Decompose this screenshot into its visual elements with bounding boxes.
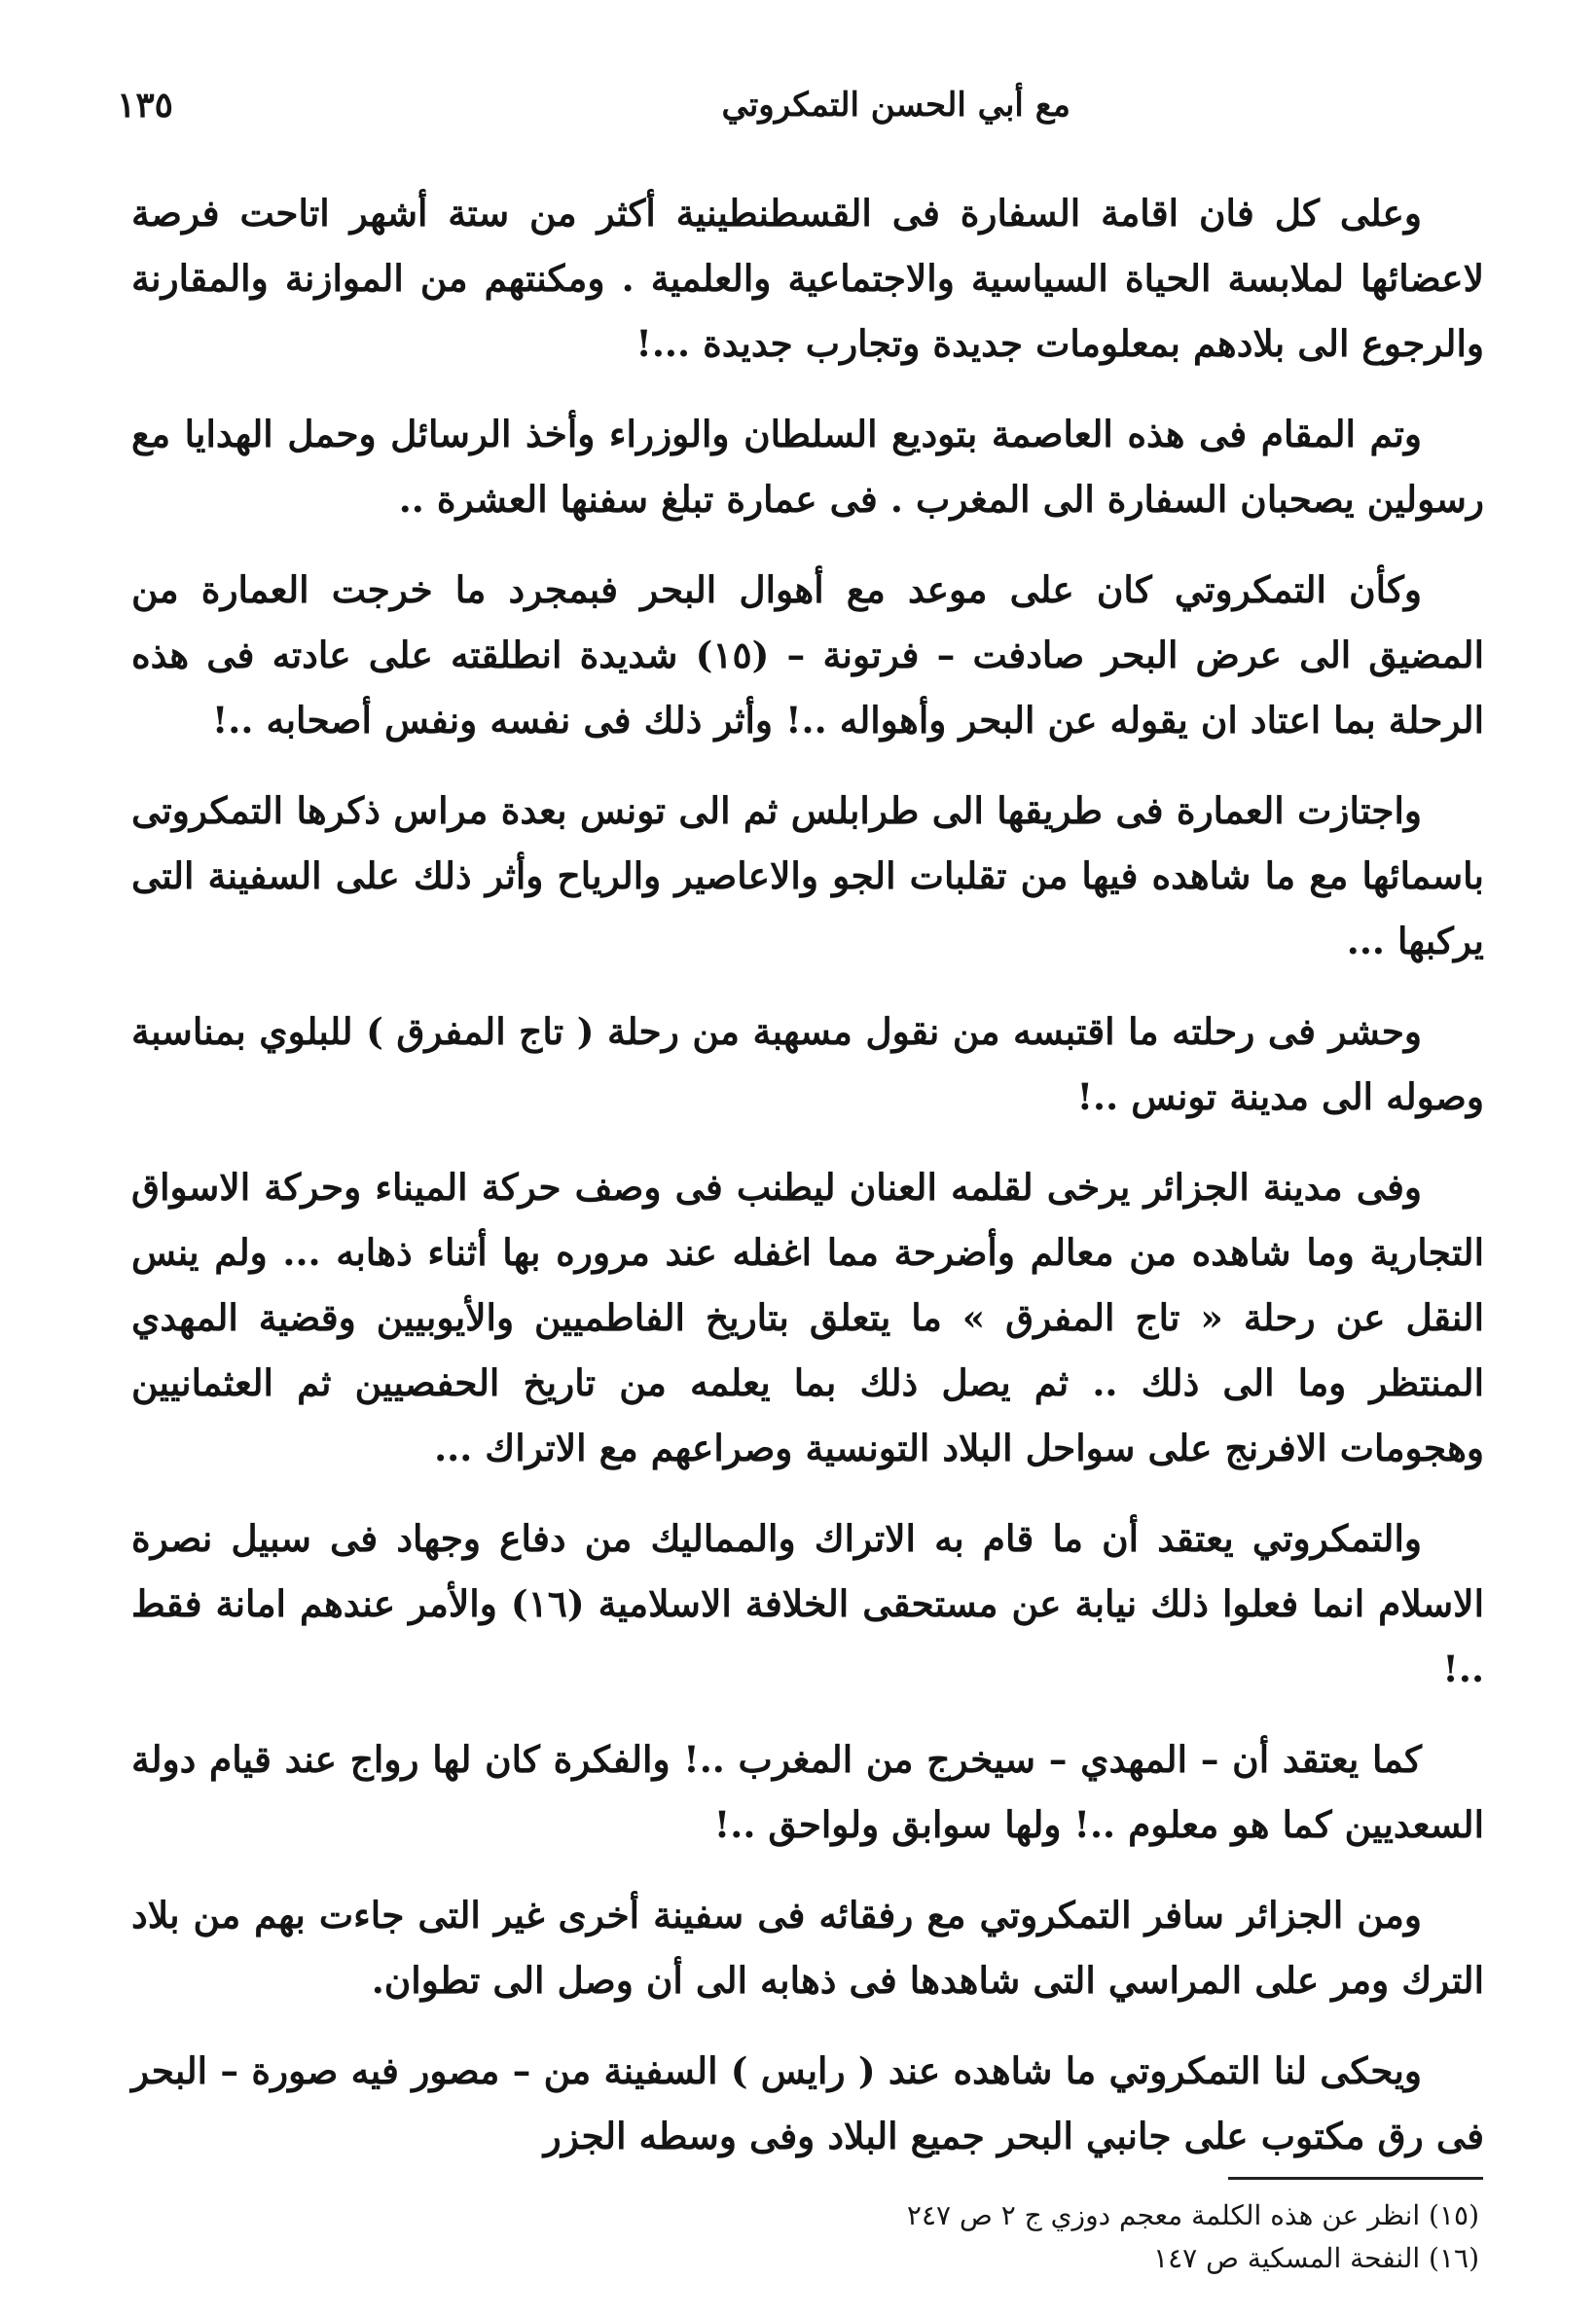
paragraph: واجتازت العمارة فى طريقها الى طرابلس ثم الى تونس بعدة مراس ذكرها التمكروتى باسمائها مع ما شاهده فيها من تقلبات الجو والاعاصير والرياح وأثر ذلك على السفينة التى يركبها ... [131, 789, 1484, 962]
paragraph: كما يعتقد أن – المهدي – سيخرج من المغرب ..! والفكرة كان لها رواج عند قيام دولة السعديين كما هو معلوم ..! ولها سوابق ولواحق ..! [131, 1738, 1484, 1846]
paragraph: وكأن التمكروتي كان على موعد مع أهوال البحر فبمجرد ما خرجت العمارة من المضيق الى عرض البحر صادفت – فرتونة – (١٥) شديدة انطلقته على عادته فى هذه الرحلة بما اعتاد ان يقوله عن البحر وأهواله ..! وأثر ذلك فى نفسه ونفس أصحابه ..! [131, 568, 1484, 742]
footnote: (١٥) انظر عن هذه الكلمة معجم دوزي ج ٢ ص ٢٤٧ [906, 2199, 1479, 2231]
paragraph: وتم المقام فى هذه العاصمة بتوديع السلطان والوزراء وأخذ الرسائل وحمل الهدايا مع رسولين يصحبان السفارة الى المغرب . فى عمارة تبلغ سفنها العشرة .. [131, 413, 1484, 521]
paragraph: وفى مدينة الجزائر يرخى لقلمه العنان ليطنب فى وصف حركة الميناء وحركة الاسواق التجارية وما شاهده من معالم وأضرحة مما اغفله عند مروره بها أثناء ذهابه ... ولم ينس النقل عن رحلة « تاج المفرق » ما يتعلق بتاريخ الفاطميين والأيوبيين وقضية المهدي المنتظر وما الى ذلك .. ثم يصل ذلك بما يعلمه من تاريخ الحفصيين ثم العثمانيين وهجومات الافرنج على سواحل البلاد التونسية وصراعهم مع الاتراك ... [131, 1166, 1484, 1469]
paragraph: ومن الجزائر سافر التمكروتي مع رفقائه فى سفينة أخرى غير التى جاءت بهم من بلاد الترك ومر على المراسي التى شاهدها فى ذهابه الى أن وصل الى تطوان. [131, 1894, 1484, 2002]
page-number: ١٣٥ [117, 85, 174, 126]
footnote-divider [1228, 2177, 1483, 2180]
footnotes [389, 2194, 1479, 2280]
running-title: مع أبي الحسن التمكروتي [721, 86, 1070, 125]
footnote: (١٦) النفحة المسكية ص ١٤٧ [1153, 2242, 1479, 2274]
body-text [131, 181, 1484, 2194]
paragraph: ويحكى لنا التمكروتي ما شاهده عند ( رايس ) السفينة من – مصور فيه صورة – البحر فى رق مكتوب على جانبي البحر جميع البلاد وفى وسطه الجزر [131, 2049, 1484, 2157]
paragraph: والتمكروتي يعتقد أن ما قام به الاتراك والمماليك من دفاع وجهاد فى سبيل نصرة الاسلام انما فعلوا ذلك نيابة عن مستحقى الخلافة الاسلامية (١٦) والأمر عندهم امانة فقط ..! [131, 1517, 1484, 1690]
page-header [117, 76, 1479, 134]
paragraph: وحشر فى رحلته ما اقتبسه من نقول مسهبة من رحلة ( تاج المفرق ) للبلوي بمناسبة وصوله الى مدينة تونس ..! [131, 1010, 1484, 1118]
paragraph: وعلى كل فان اقامة السفارة فى القسطنطينية أكثر من ستة أشهر اتاحت فرصة لاعضائها لملابسة الحياة السياسية والاجتماعية والعلمية . ومكنتهم من الموازنة والمقارنة والرجوع الى بلادهم بمعلومات جديدة وتجارب جديدة ...! [131, 192, 1484, 365]
